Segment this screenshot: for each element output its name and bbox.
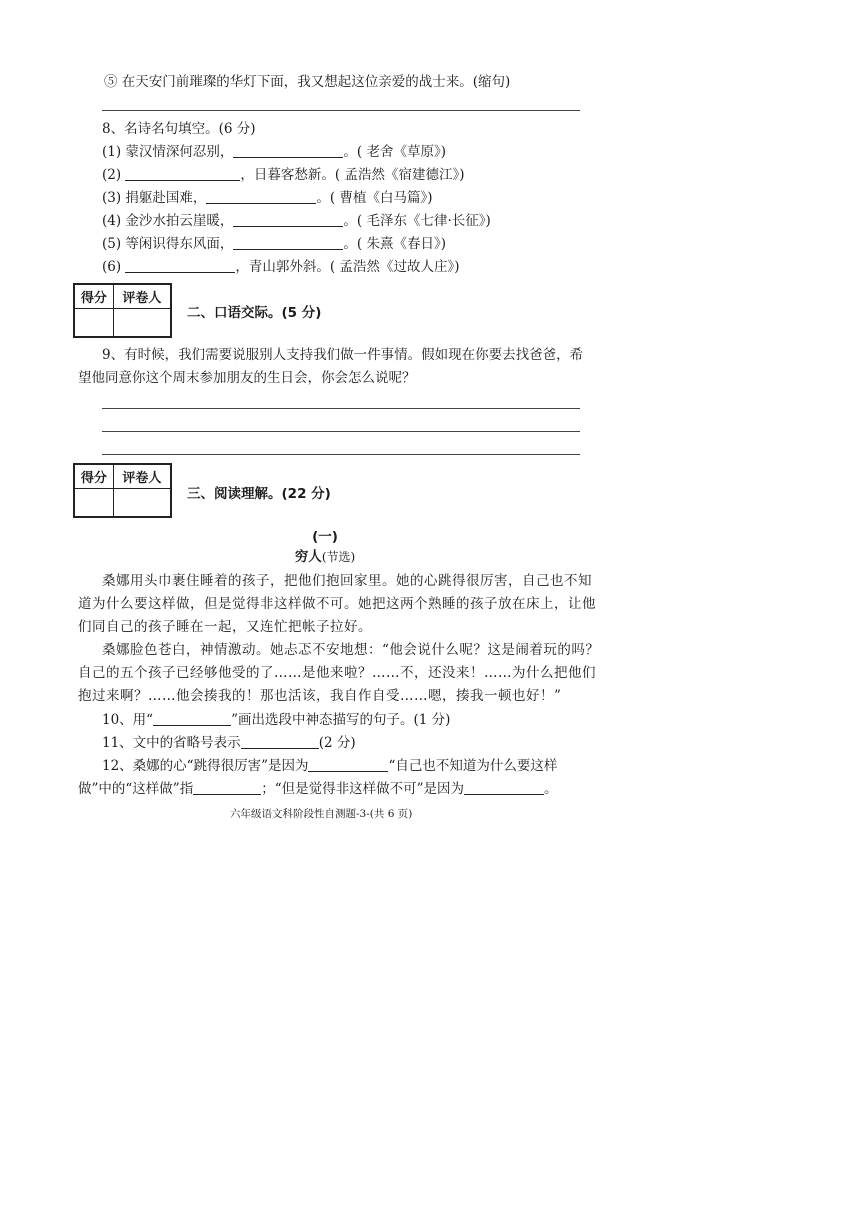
q8-line-5 bbox=[102, 235, 446, 253]
fill-blank[interactable] bbox=[125, 167, 240, 181]
grader-header: 评卷人 bbox=[113, 285, 170, 309]
q8-line-1 bbox=[102, 143, 446, 161]
fill-blank[interactable] bbox=[233, 213, 343, 227]
line-suffix: 。( 毛泽东《七律·长征》) bbox=[343, 213, 491, 229]
fill-blank[interactable] bbox=[308, 758, 388, 772]
q10 bbox=[102, 711, 450, 729]
q8-line-2 bbox=[102, 166, 465, 184]
q9-line2: 望他同意你这个周末参加朋友的生日会，你会怎么说呢？ bbox=[78, 370, 416, 386]
passage-title-line bbox=[250, 548, 400, 566]
para1-line2: 道为什么要这样做，但是觉得非这样做不可。她把这两个熟睡的孩子放在床上，让他 bbox=[78, 596, 596, 612]
line-suffix: ，日暮客愁新。( 孟浩然《宿建德江》) bbox=[240, 167, 465, 183]
page-footer: 六年级语文科阶段性自测题-3-(共 6 页) bbox=[230, 808, 413, 820]
answer-line[interactable] bbox=[102, 110, 580, 111]
q12-line1 bbox=[102, 757, 557, 775]
score-cell[interactable] bbox=[75, 489, 114, 517]
line-suffix: ，青山郭外斜。( 孟浩然《过故人庄》) bbox=[235, 259, 460, 275]
q12-line2-b: ；“但是觉得非这样做不可”是因为 bbox=[261, 781, 465, 797]
fill-blank[interactable] bbox=[241, 735, 319, 749]
q7-item5: ⑤ 在天安门前璀璨的华灯下面，我又想起这位亲爱的战士来。(缩句) bbox=[104, 74, 511, 90]
line-prefix: (6) bbox=[102, 259, 126, 275]
fill-blank[interactable] bbox=[193, 781, 261, 795]
score-header: 得分 bbox=[75, 465, 114, 489]
line-prefix: (5) 等闲识得东风面， bbox=[102, 236, 234, 252]
section2-heading: 二、口语交际。(5 分) bbox=[187, 305, 322, 321]
line-prefix: (4) 金沙水拍云崖暖， bbox=[102, 213, 234, 229]
answer-line[interactable] bbox=[102, 408, 580, 409]
fill-blank[interactable] bbox=[153, 712, 231, 726]
grader-cell[interactable] bbox=[113, 309, 170, 337]
q8-line-3 bbox=[102, 189, 433, 207]
line-suffix: 。( 朱熹《春日》) bbox=[343, 236, 446, 252]
q11 bbox=[102, 734, 356, 752]
part-label: (一) bbox=[312, 529, 338, 545]
q11-suffix: (2 分) bbox=[318, 735, 356, 751]
para1-line3: 们同自己的孩子睡在一起，又连忙把帐子拉好。 bbox=[78, 619, 372, 635]
grader-cell[interactable] bbox=[113, 489, 170, 517]
fill-blank[interactable] bbox=[233, 236, 343, 250]
q12-line2-c: 。 bbox=[544, 781, 558, 797]
para2-line1: 桑娜脸色苍白，神情激动。她忐忑不安地想：“他会说什么呢？这是闹着玩的吗？ bbox=[102, 642, 600, 658]
line-suffix: 。( 曹植《白马篇》) bbox=[316, 190, 433, 206]
fill-blank[interactable] bbox=[125, 259, 235, 273]
q12-line2-a: 做”中的“这样做”指 bbox=[78, 781, 194, 797]
score-header: 得分 bbox=[75, 285, 114, 309]
q12-prefix: 12、桑娜的心“跳得很厉害”是因为 bbox=[102, 758, 309, 774]
para2-line2: 自己的五个孩子已经够他受的了……是他来啦？……不，还没来！……为什么把他们 bbox=[78, 665, 596, 681]
para2-line3: 抱过来啊？……他会揍我的！那也活该，我自作自受……嗯，揍我一顿也好！” bbox=[78, 688, 562, 704]
score-table bbox=[73, 463, 172, 518]
answer-line[interactable] bbox=[102, 431, 580, 432]
para1-line1: 桑娜用头巾裹住睡着的孩子，把他们抱回家里。她的心跳得很厉害，自己也不知 bbox=[102, 573, 592, 589]
fill-blank[interactable] bbox=[233, 144, 343, 158]
fill-blank[interactable] bbox=[464, 781, 544, 795]
line-prefix: (2) bbox=[102, 167, 126, 183]
q8-line-4 bbox=[102, 212, 491, 230]
line-prefix: (1) 蒙汉情深何忍别， bbox=[102, 144, 234, 160]
fill-blank[interactable] bbox=[206, 190, 316, 204]
score-cell[interactable] bbox=[75, 309, 114, 337]
q12-line1-suffix: “自己也不知道为什么要这样 bbox=[388, 758, 558, 774]
q11-prefix: 11、文中的省略号表示 bbox=[102, 735, 241, 751]
q12-line2 bbox=[78, 780, 558, 798]
answer-line[interactable] bbox=[102, 454, 580, 455]
q10-prefix: 10、用“ bbox=[102, 712, 154, 728]
line-suffix: 。( 老舍《草原》) bbox=[343, 144, 446, 160]
section3-heading: 三、阅读理解。(22 分) bbox=[187, 486, 331, 502]
q8-title: 8、名诗名句填空。(6 分) bbox=[102, 121, 256, 137]
q9-line1: 9、有时候，我们需要说服别人支持我们做一件事情。假如现在你要去找爸爸，希 bbox=[102, 347, 584, 363]
q10-suffix: ”画出选段中神态描写的句子。(1 分) bbox=[231, 712, 451, 728]
passage-note: (节选) bbox=[321, 550, 356, 564]
passage-title: 穷人 bbox=[294, 549, 322, 565]
grader-header: 评卷人 bbox=[113, 465, 170, 489]
line-prefix: (3) 捐躯赴国难， bbox=[102, 190, 207, 206]
score-table bbox=[73, 283, 172, 338]
q8-line-6 bbox=[102, 258, 460, 276]
